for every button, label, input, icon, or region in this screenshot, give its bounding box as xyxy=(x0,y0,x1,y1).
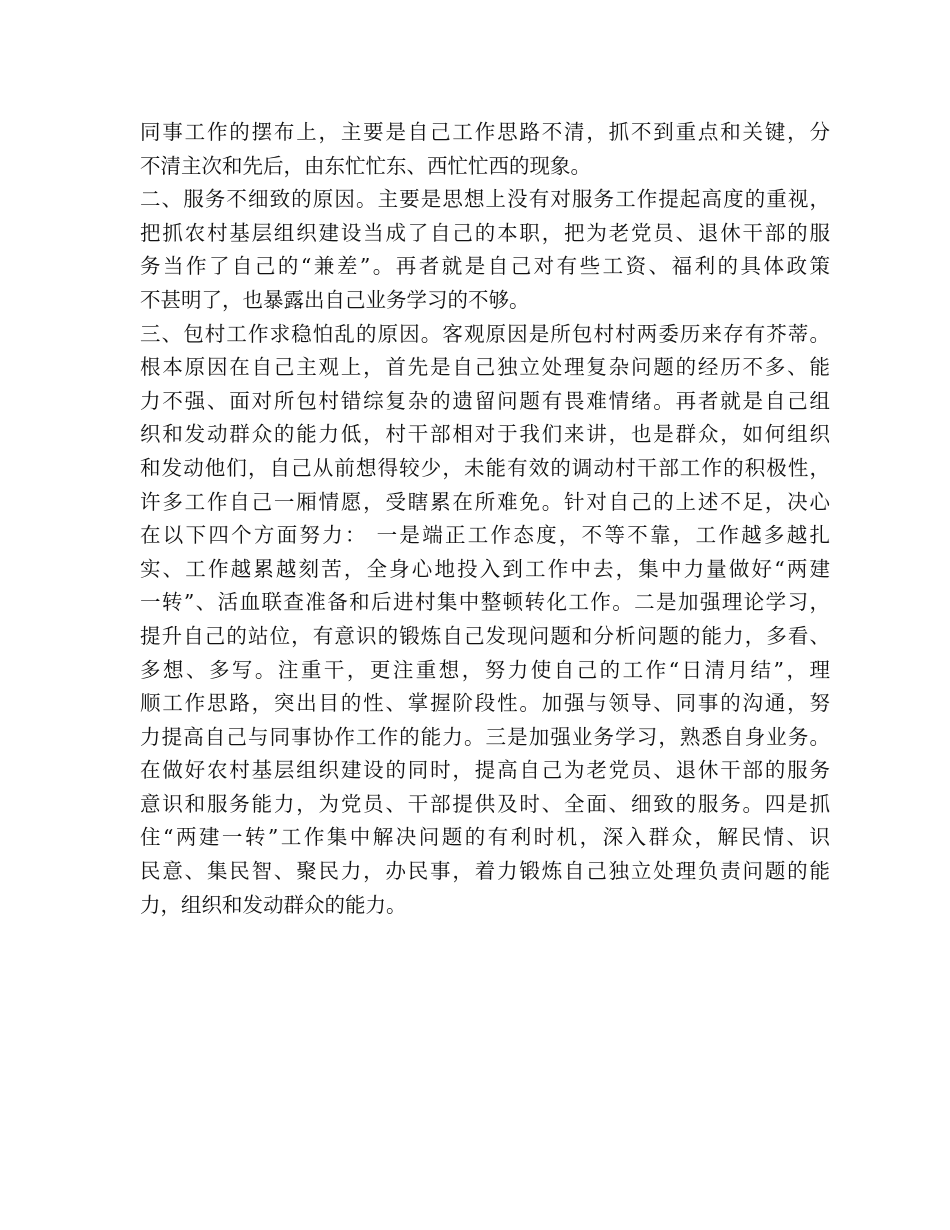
text-line: 提升自己的站位，有意识的锻炼自己发现问题和分析问题的能力，多看、 xyxy=(140,623,830,648)
text-line: 力提高自己与同事协作工作的能力。三是加强业务学习，熟悉自身业务。 xyxy=(140,724,830,749)
text-line: 意识和服务能力，为党员、干部提供及时、全面、细致的服务。四是抓 xyxy=(140,791,830,816)
text-line: 三、包村工作求稳怕乱的原因。客观原因是所包村村两委历来存有芥蒂。 xyxy=(140,321,830,346)
text-line: 许多工作自己一厢情愿，受瞎累在所难免。针对自己的上述不足，决心 xyxy=(140,489,830,514)
text-line: 顺工作思路，突出目的性、掌握阶段性。加强与领导、同事的沟通，努 xyxy=(140,691,830,716)
text-line: 和发动他们，自己从前想得较少，未能有效的调动村干部工作的积极性， xyxy=(140,455,830,480)
text-line: 一转”、活血联查准备和后进村集中整顿转化工作。二是加强理论学习， xyxy=(140,590,830,615)
text-line: 在做好农村基层组织建设的同时，提高自己为老党员、退休干部的服务 xyxy=(140,758,830,783)
text-line: 不清主次和先后，由东忙忙东、西忙忙西的现象。 xyxy=(140,153,591,178)
text-line: 把抓农村基层组织建设当成了自己的本职，把为老党员、退休干部的服 xyxy=(140,220,830,245)
text-line: 住“两建一转”工作集中解决问题的有利时机，深入群众，解民情、识 xyxy=(140,825,830,850)
text-line: 实、工作越累越刻苦，全身心地投入到工作中去，集中力量做好“两建 xyxy=(140,556,830,581)
text-line: 根本原因在自己主观上，首先是自己独立处理复杂问题的经历不多、能 xyxy=(140,355,830,380)
text-line: 不甚明了，也暴露出自己业务学习的不够。 xyxy=(140,287,530,312)
text-line: 民意、集民智、聚民力，办民事，着力锻炼自己独立处理负责问题的能 xyxy=(140,859,830,884)
text-line: 务当作了自己的“兼差”。再者就是自己对有些工资、福利的具体政策 xyxy=(140,254,830,279)
text-line: 力，组织和发动群众的能力。 xyxy=(140,892,407,917)
text-line: 同事工作的摆布上，主要是自己工作思路不清，抓不到重点和关键，分 xyxy=(140,120,830,144)
text-line: 力不强、面对所包村错综复杂的遗留问题有畏难情绪。再者就是自己组 xyxy=(140,388,830,413)
text-line: 织和发动群众的能力低，村干部相对于我们来讲，也是群众，如何组织 xyxy=(140,422,830,447)
text-line: 在以下四个方面努力： 一是端正工作态度，不等不靠，工作越多越扎 xyxy=(140,523,830,548)
body-text xyxy=(140,116,830,922)
text-line: 二、服务不细致的原因。主要是思想上没有对服务工作提起高度的重视， xyxy=(140,187,830,212)
text-line: 多想、多写。注重干，更注重想，努力使自己的工作“日清月结”，理 xyxy=(140,657,830,682)
